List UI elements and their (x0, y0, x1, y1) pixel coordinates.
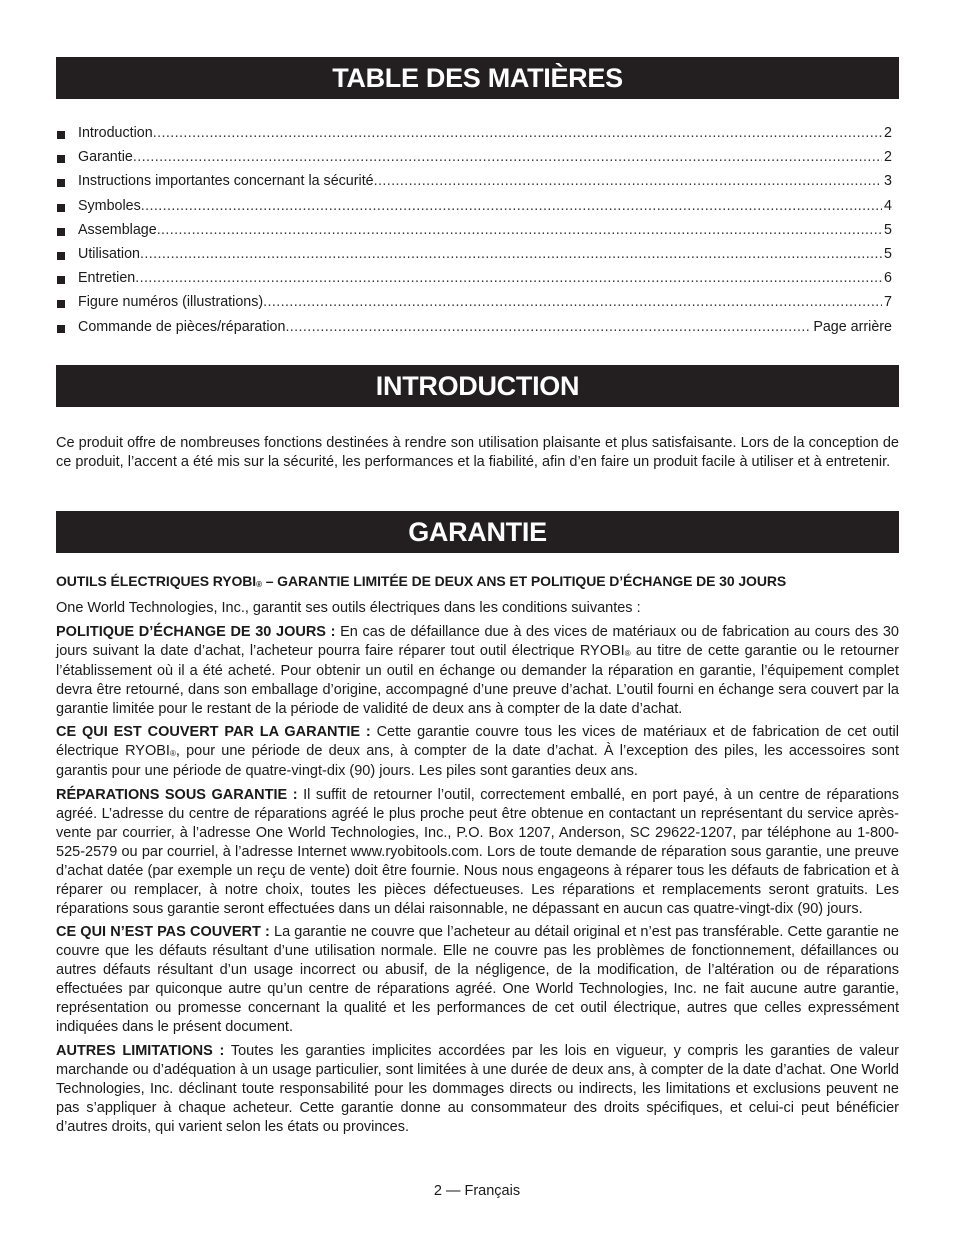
warranty-intro: One World Technologies, Inc., garantit ses outils électriques dans les conditions suivantes : (56, 600, 641, 616)
bullet-square-icon (57, 300, 65, 308)
toc-item[interactable] (57, 318, 892, 342)
not-covered-text: La garantie ne couvre que l’acheteur au détail original et n’est pas transférable. Cette garantie ne couvre que les défauts résultant d’une utilisation normale. Elle ne couvre pas les problèmes de fonctionnement, défaillances ou autres défauts résultant d’un usage incorrect ou abusif, de la négligence, de la modification, de l’altération ou de réparations effectuées par quiconque autre qu’un centre de réparations agréé. One World Technologies, Inc. ne fait aucune autre garantie, représentation ou promesse concernant la qualité et les performances de cet outil électrique, autres que celles expressément indiquées dans le présent document. (56, 924, 899, 1035)
bullet-square-icon (57, 252, 65, 260)
toc-item-label: Figure numéros (illustrations) (78, 294, 264, 311)
warranty-section (56, 572, 899, 1141)
repairs-paragraph (56, 786, 899, 919)
toc-title: TABLE DES MATIÈRES (332, 62, 623, 93)
toc-item-page: 5 (884, 221, 892, 238)
toc-leader-dots (374, 172, 882, 191)
toc-item-page: 6 (884, 270, 892, 287)
not-covered-label: CE QUI N’EST PAS COUVERT : (56, 924, 270, 940)
toc-item-label: Symboles (78, 197, 141, 214)
toc-item-page: 3 (884, 173, 892, 190)
toc-item[interactable] (57, 245, 892, 269)
registered-mark: ® (624, 648, 631, 658)
introduction-title-bar (56, 365, 899, 407)
toc-item[interactable] (57, 269, 892, 293)
toc-leader-dots (141, 197, 882, 216)
toc-item-page: Page arrière (813, 318, 892, 335)
introduction-title: INTRODUCTION (375, 370, 580, 401)
toc-item[interactable] (57, 197, 892, 221)
covered-text-cont: , pour une période de deux ans, à compter de la date d’achat. À l’exception des piles, les accessoires sont garantis pour une période de quatre-vingt-dix (90) jours. Les piles sont garanties deux ans. (56, 743, 899, 779)
covered-text: Cette garantie couvre tous les vices de matériaux et de fabrication de cet outil électrique RYOBI (56, 724, 899, 759)
not-covered-paragraph (56, 923, 899, 1037)
other-limitations-paragraph (56, 1042, 899, 1137)
toc-item-label: Entretien (78, 270, 136, 287)
toc-leader-dots (263, 293, 882, 312)
toc-title-bar (56, 57, 899, 99)
covered-label: CE QUI EST COUVERT PAR LA GARANTIE : (56, 724, 371, 740)
exchange-policy-text-cont: au titre de cette garantie ou le retourner l’établissement où il a été acheté. Pour obtenir un outil en échange ou demander la réparation en garantie, l’équipement complet devra être retourné, dans son emballage d’origine, accompagné d’une preuve d’achat. L’outil fourni en échange sera couvert par la garantie limitée pour le restant de la période de validité de deux ans à compter de la date d’achat. (56, 642, 899, 717)
bullet-square-icon (57, 276, 65, 284)
toc-item-label: Commande de pièces/réparation (78, 318, 286, 335)
toc-leader-dots (285, 318, 811, 337)
toc-item-page: 5 (884, 245, 892, 262)
bullet-square-icon (57, 228, 65, 236)
warranty-heading (56, 572, 899, 593)
toc-item[interactable] (57, 172, 892, 196)
toc-item-page: 2 (884, 125, 892, 141)
exchange-policy-paragraph (56, 623, 899, 719)
toc-item-label: Utilisation (78, 245, 140, 262)
bullet-square-icon (57, 179, 65, 187)
registered-mark: ® (169, 749, 176, 758)
bullet-square-icon (57, 325, 65, 333)
repairs-label: RÉPARATIONS SOUS GARANTIE : (56, 786, 298, 803)
page-footer: 2 — Français (433, 1183, 521, 1199)
toc-leader-dots (135, 269, 882, 288)
warranty-title: GARANTIE (408, 516, 547, 547)
warranty-title-bar (56, 511, 899, 553)
other-limitations-text: Toutes les garanties implicites accordées par les lois en vigueur, y compris les garanties de valeur marchande ou d’adéquation à un usage particulier, sont limitées à une durée de deux ans, à compter de la date d’achat. One World Technologies, Inc. déclinant toute responsabilité pour les dommages directs ou indirects, les limitations et exclusions peuvent ne pas s’appliquer à chaque acheteur. Cette garantie donne au consommateur des droits spécifiques, et celui-ci peut bénéficier d’autres droits, qui varient selon les états ou provinces. (56, 1042, 899, 1135)
introduction-text: Ce produit offre de nombreuses fonctions destinées à rendre son utilisation plaisante et plus satisfaisante. Lors de la conception de ce produit, l’accent a été mis sur la sécurité, les performances et la fiabilité, afin d’en faire un produit facile à utiliser et à entretenir. (56, 435, 899, 471)
covered-paragraph (56, 723, 899, 781)
table-of-contents (57, 124, 892, 342)
exchange-policy-text: En cas de défaillance due à des vices de matériaux ou de fabrication au cours des 30 jours suivant la date d’achat, l’acheteur pourra faire réparer tout outil électrique RYOBI (56, 623, 899, 659)
toc-item-label: Instructions importantes concernant la sécurité (78, 173, 374, 190)
toc-leader-dots (140, 245, 882, 264)
exchange-policy-label: POLITIQUE D’ÉCHANGE DE 30 JOURS : (56, 623, 336, 640)
registered-mark: ® (256, 580, 262, 589)
bullet-square-icon (57, 204, 65, 212)
toc-item[interactable] (57, 124, 892, 148)
warranty-heading-brand: OUTILS ÉLECTRIQUES RYOBI (56, 573, 257, 589)
toc-item[interactable] (57, 221, 892, 245)
other-limitations-label: AUTRES LIMITATIONS : (56, 1042, 225, 1059)
toc-item-page: 7 (884, 294, 892, 311)
toc-item[interactable] (57, 293, 892, 317)
toc-leader-dots (133, 148, 882, 167)
toc-leader-dots (157, 221, 882, 240)
toc-item[interactable] (57, 148, 892, 172)
toc-item-page: 4 (884, 197, 892, 214)
repairs-text: Il suffit de retourner l’outil, correctement emballé, en port payé, à un centre de réparations agréé. L’adresse du centre de réparations agréé le plus proche peut être obtenue en contactant un représentant du service après-vente par courrier, à l’adresse One World Technologies, Inc., P.O. Box 1207, Anderson, SC 29622-1207, par téléphone au 1-800-525-2579 ou par courriel, à l’adresse Internet www.ryobitools.com. Lors de toute demande de réparation sous garantie, une preuve d’achat datée (par exemple un reçu de vente) doit être fournie. Nous nous engageons à réparer tous les défauts de fabrication et à réparer ou remplacer, à notre choix, toutes les pièces défectueuses. Les réparations et remplacements seront gratuits. Les réparations sous garantie seront effectuées dans un délai raisonnable, ne dépassant en aucun cas quatre-vingt-dix (90) jours. (56, 786, 899, 917)
warranty-heading-rest: – GARANTIE LIMITÉE DE DEUX ANS ET POLITIQUE D’ÉCHANGE DE 30 JOURS (261, 573, 787, 589)
toc-item-label: Garantie (78, 149, 133, 166)
bullet-square-icon (57, 131, 65, 139)
toc-leader-dots (153, 124, 882, 143)
toc-item-label: Introduction (78, 125, 153, 141)
toc-item-page: 2 (884, 149, 892, 166)
bullet-square-icon (57, 155, 65, 163)
toc-item-label: Assemblage (78, 221, 157, 238)
